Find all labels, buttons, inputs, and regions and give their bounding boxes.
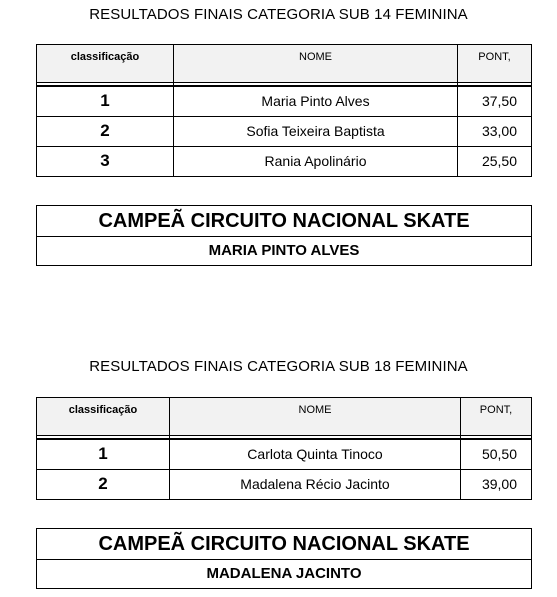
rank-cell: 1 — [37, 439, 170, 469]
section-title-sub14: RESULTADOS FINAIS CATEGORIA SUB 14 FEMININA — [89, 6, 468, 23]
header-classification: classificação — [37, 398, 170, 436]
points-cell: 50,50 — [461, 439, 532, 469]
rank-cell: 2 — [37, 116, 174, 146]
table-row — [37, 439, 532, 469]
name-cell: Rania Apolinário — [174, 146, 458, 176]
table-row — [37, 469, 532, 499]
champion-name: MADALENA JACINTO — [206, 565, 362, 582]
name-cell: Maria Pinto Alves — [174, 86, 458, 116]
champion-box-sub18 — [36, 528, 532, 589]
header-classification: classificação — [37, 45, 174, 83]
champion-title: CAMPEÃ CIRCUITO NACIONAL SKATE — [37, 206, 531, 237]
champion-name: MARIA PINTO ALVES — [208, 242, 360, 259]
table-row — [37, 86, 532, 116]
champion-box-sub14 — [36, 205, 532, 266]
champion-title: CAMPEÃ CIRCUITO NACIONAL SKATE — [37, 529, 531, 560]
rank-cell: 3 — [37, 146, 174, 176]
results-table-sub14 — [36, 44, 532, 177]
table-row — [37, 146, 532, 176]
header-name: NOME — [170, 398, 461, 436]
name-cell: Carlota Quinta Tinoco — [170, 439, 461, 469]
points-cell: 25,50 — [458, 146, 532, 176]
table-header-row — [37, 398, 532, 436]
header-points: PONT, — [458, 45, 532, 83]
name-cell: Madalena Récio Jacinto — [170, 469, 461, 499]
points-cell: 39,00 — [461, 469, 532, 499]
table-header-row — [37, 45, 532, 83]
points-cell: 37,50 — [458, 86, 532, 116]
points-cell: 33,00 — [458, 116, 532, 146]
header-points: PONT, — [461, 398, 532, 436]
table-row — [37, 116, 532, 146]
results-table-sub18 — [36, 397, 532, 500]
name-cell: Sofia Teixeira Baptista — [174, 116, 458, 146]
header-name: NOME — [174, 45, 458, 83]
rank-cell: 2 — [37, 469, 170, 499]
rank-cell: 1 — [37, 86, 174, 116]
section-title-sub18: RESULTADOS FINAIS CATEGORIA SUB 18 FEMININA — [89, 358, 468, 375]
